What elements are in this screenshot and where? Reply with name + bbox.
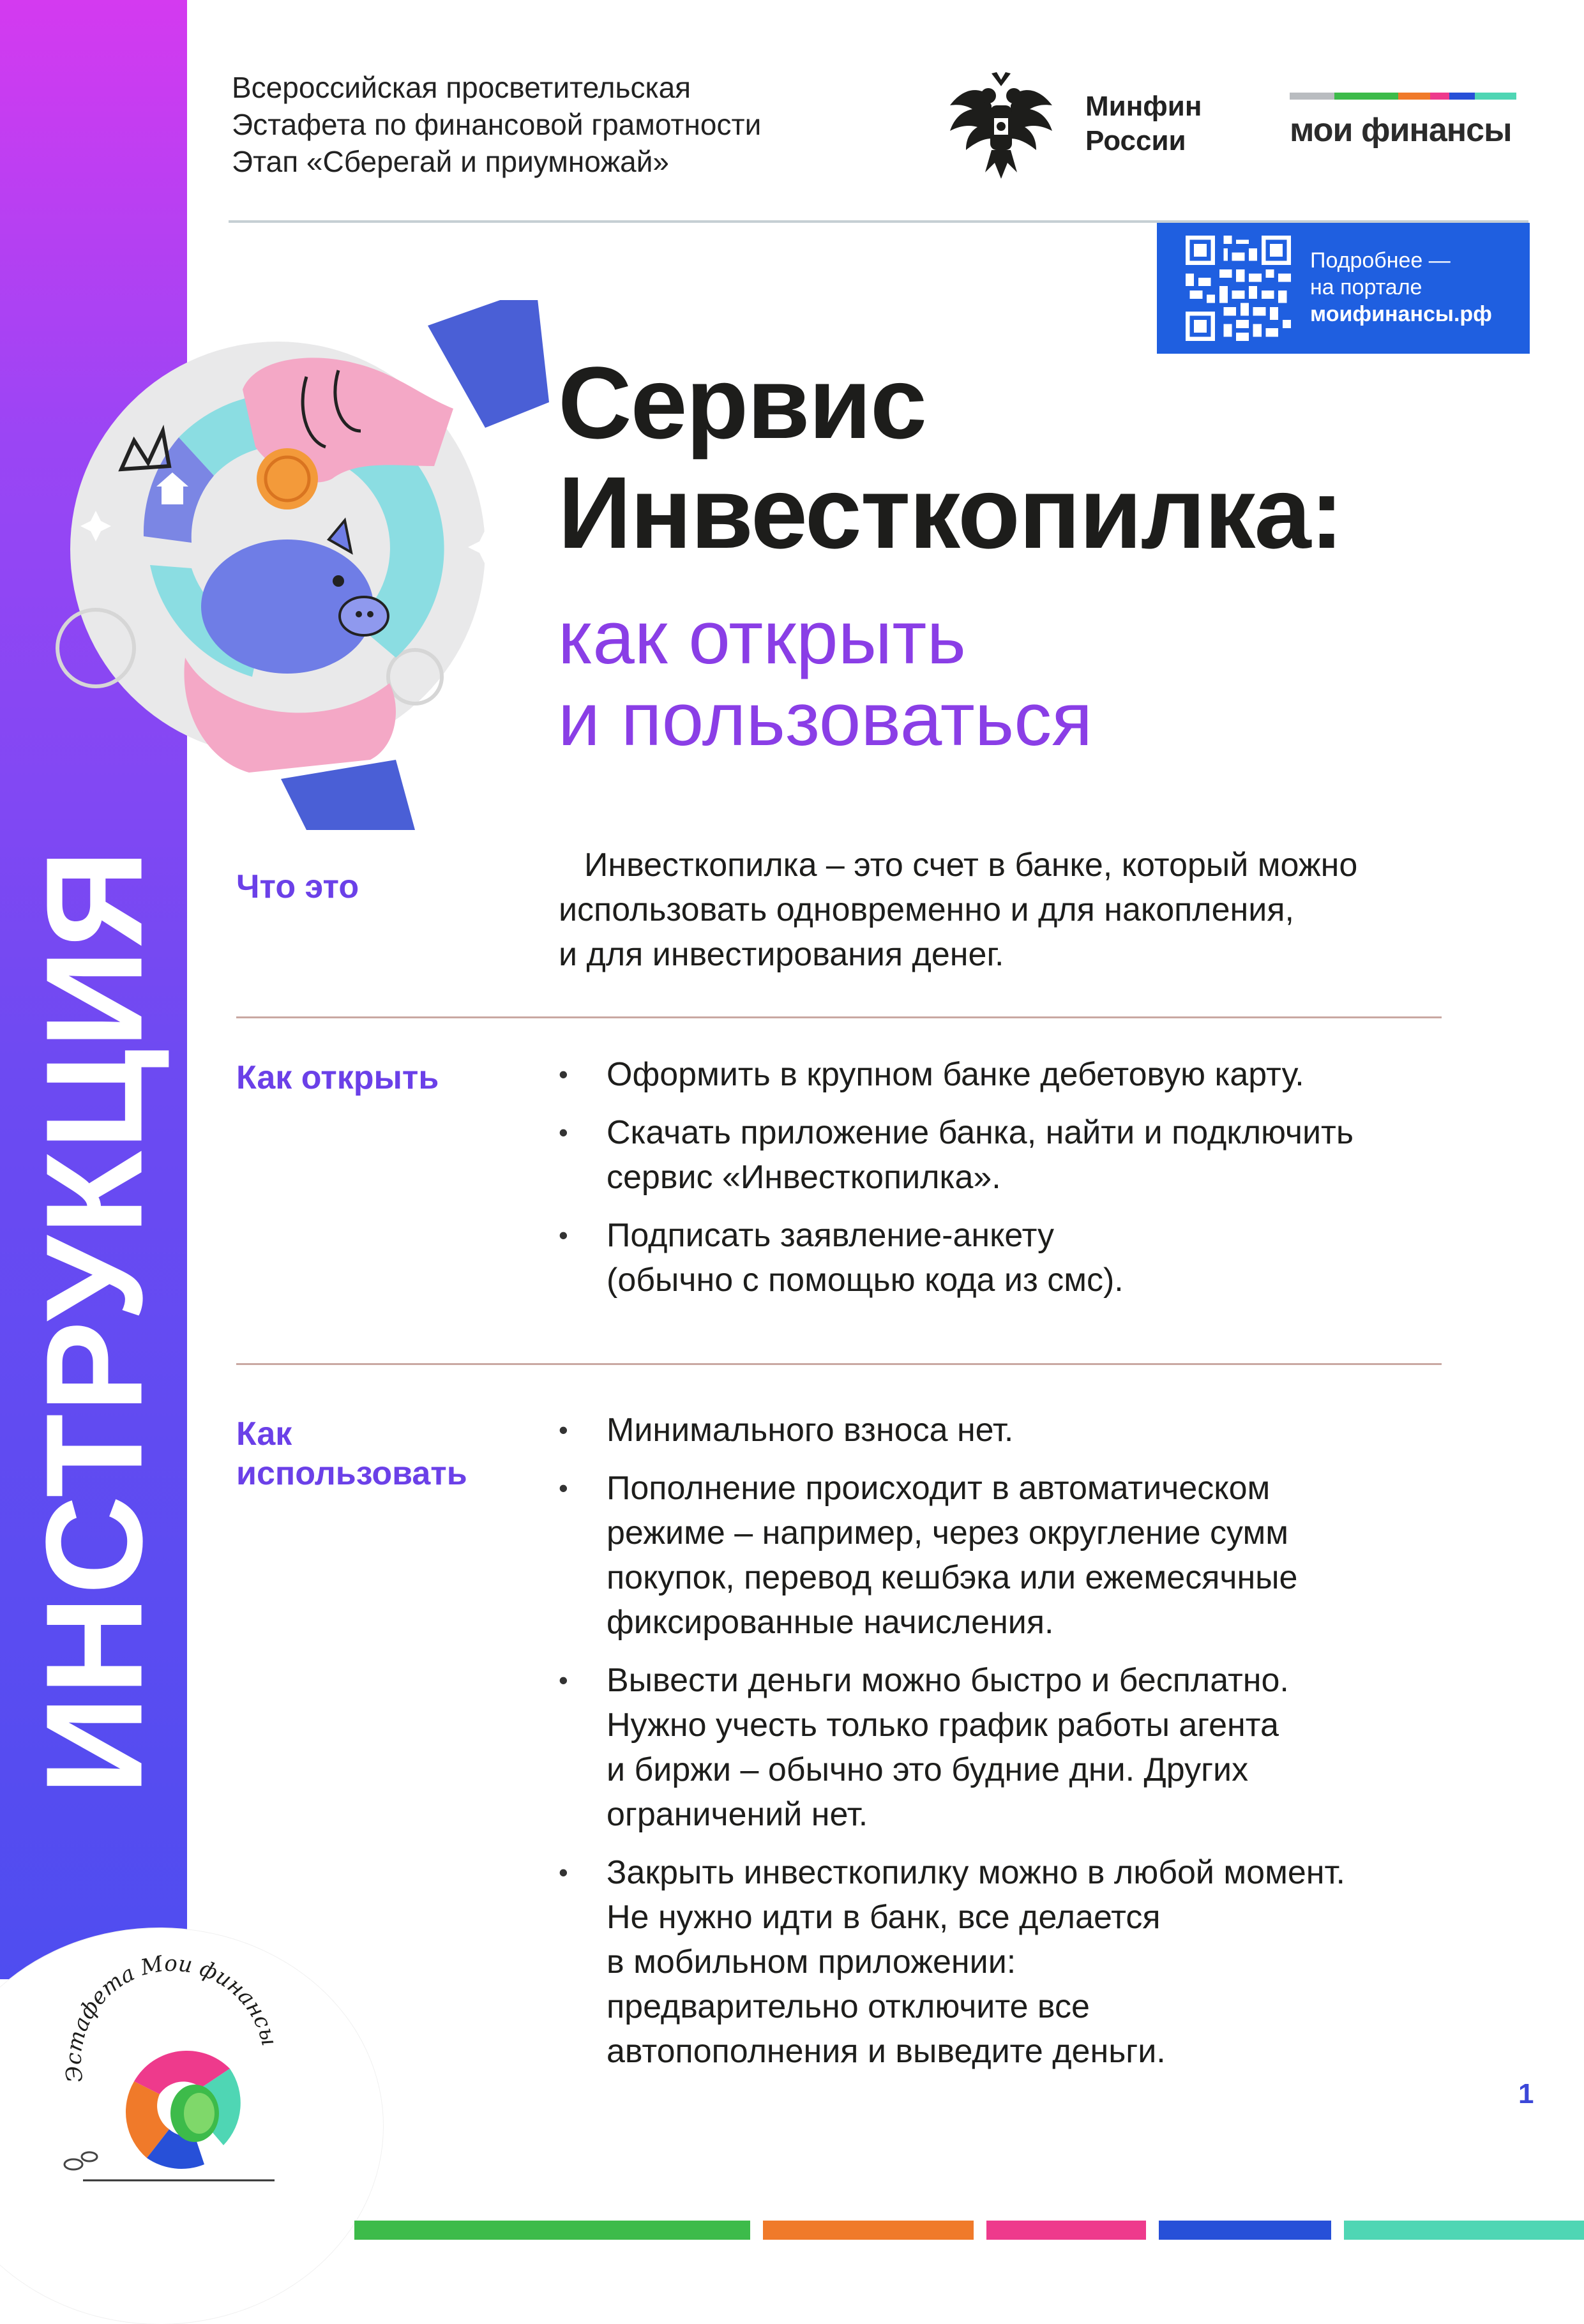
moi-finansy-logo <box>1290 93 1516 149</box>
section-label-open: Как открыть <box>236 1059 439 1096</box>
header-event-title <box>232 69 761 180</box>
relay-logo-text: Эстафета Мои финансы <box>61 1954 282 2084</box>
relay-moi-finansy-logo <box>38 1954 306 2209</box>
header-line: Всероссийская просветительская <box>232 71 691 104</box>
title-line: Сервис <box>558 345 926 460</box>
section-label-what: Что это <box>236 868 359 905</box>
label-line: Как <box>236 1415 292 1452</box>
section-list-use <box>559 1408 1345 2087</box>
page-number: 1 <box>1518 2078 1534 2109</box>
title-line: Инвесткопилка: <box>558 455 1343 570</box>
list-item: • Закрыть инвесткопилку можно в любой момент. Не нужно идти в банк, все делается в мобильном приложении: предварительно отключите все автопополнения и выведите деньги. <box>559 1850 1345 2074</box>
list-item: • Вывести деньги можно быстро и бесплатно. Нужно учесть только график работы агента и биржи – обычно это будние дни. Других ограничений нет. <box>559 1658 1345 1837</box>
bar-segment-blue <box>1159 2221 1331 2240</box>
section-text-what-cont <box>559 887 1294 977</box>
subtitle-line: как открыть <box>558 596 966 680</box>
qr-code-icon[interactable] <box>1186 236 1291 341</box>
page-subtitle <box>558 597 1092 760</box>
qr-line: на портале <box>1310 275 1422 299</box>
brand-name: мои финансы <box>1290 112 1512 149</box>
qr-caption <box>1310 247 1492 328</box>
page-title <box>558 345 1343 570</box>
section-list-open <box>559 1052 1354 1316</box>
bottom-color-bar <box>354 2221 1584 2240</box>
section-divider <box>236 1363 1442 1365</box>
section-divider <box>236 1016 1442 1018</box>
qr-line: Подробнее — <box>1310 248 1451 273</box>
label-line: использовать <box>236 1455 467 1492</box>
list-item: • Оформить в крупном банке дебетовую карту. <box>559 1052 1354 1097</box>
section-label-use <box>236 1414 467 1493</box>
bar-segment-pink <box>986 2221 1146 2240</box>
minfin-logo-text <box>1085 89 1202 158</box>
brand-color-bar <box>1290 93 1516 100</box>
text-line: использовать одновременно и для накопления, <box>559 891 1294 928</box>
bar-segment-teal <box>1344 2221 1584 2240</box>
header-line: Этап «Сберегай и приумножай» <box>232 145 669 178</box>
bar-segment-orange <box>763 2221 974 2240</box>
bar-segment-green <box>354 2221 750 2240</box>
minfin-line: Минфин <box>1085 91 1202 122</box>
list-item: • Скачать приложение банка, найти и подключить сервис «Инвесткопилка». <box>559 1110 1354 1200</box>
section-text-what <box>559 843 1357 887</box>
text-line: Инвесткопилка – это счет в банке, который можно <box>584 847 1358 884</box>
list-item: • Подписать заявление-анкету (обычно с помощью кода из смс). <box>559 1213 1354 1302</box>
russian-emblem-icon <box>947 67 1055 182</box>
list-item: • Минимального взноса нет. <box>559 1408 1345 1452</box>
side-label-instruction: ИНСТРУКЦИЯ <box>17 848 171 1795</box>
minfin-line: России <box>1085 125 1186 156</box>
qr-info-block[interactable] <box>1157 223 1530 354</box>
piggy-bank-illustration <box>38 300 549 830</box>
qr-site-link[interactable]: моифинансы.рф <box>1310 302 1492 326</box>
text-line: и для инвестирования денег. <box>559 936 1004 973</box>
list-item: • Пополнение происходит в автоматическом режиме – например, через округление сумм покупок, перевод кешбэка или ежемесячные фиксированные начисления. <box>559 1466 1345 1645</box>
header-line: Эстафета по финансовой грамотности <box>232 108 762 141</box>
subtitle-line: и пользоваться <box>558 677 1093 762</box>
